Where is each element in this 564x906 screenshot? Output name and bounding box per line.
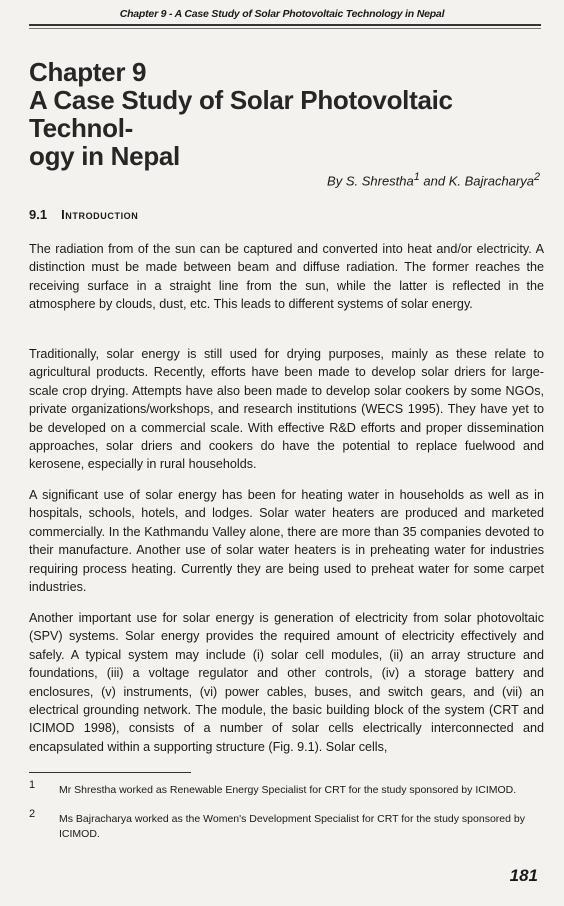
page-number: 181 — [509, 866, 538, 885]
footnote-ref-1: 1 — [413, 171, 420, 183]
author-byline — [327, 171, 540, 188]
header-rule — [29, 24, 541, 26]
chapter-title-line1: A Case Study of Solar Photovoltaic Technol- — [29, 85, 453, 143]
chapter-title — [29, 58, 549, 170]
author-1: By S. Shrestha — [327, 173, 414, 189]
body-paragraph: Traditionally, solar energy is still used for drying purposes, mainly as these relate to agricultural products. Recently, efforts have been made to develop solar driers for large-scale crop drying. Attempts have also been made to develop solar cookers by some NGOs, private organizations/workshops, and research institutions (WECS 1995). They have yet to be developed on a commercial scale. With effective R&D efforts and proper dissemination approaches, solar driers and cookers do have the potential to replace fuelwood and kerosene, especially in rural households. — [29, 347, 544, 472]
body-paragraph: Another important use for solar energy is generation of electricity from solar photovoltaic (SPV) systems. Solar energy provides the required amount of electricity effectively and safely. A typical system may include (i) solar cell modules, (ii) an array structure and foundations, (iii) a voltage regulator and other controls, (iv) a storage battery and enclosures, (v) instruments, (vi) power cables, buses, and switch gears, and (vii) an electrical grounding network. The module, the basic building block of the system (CRT and ICIMOD 1998), consists of a number of solar cells electrically interconnected and encapsulated within a supporting structure (Fig. 9.1). Solar cells, — [29, 611, 544, 754]
header-rule-thin — [29, 28, 541, 29]
section-heading — [29, 207, 138, 222]
footnote — [29, 808, 539, 842]
section-title: Introduction — [61, 207, 139, 222]
body-paragraph: The radiation from of the sun can be captured and converted into heat and/or electricity. A distinction must be made between beam and diffuse radiation. The former reaches the receiving surface in a straight line from the sun, while the latter is reflected in the atmosphere by clouds, dust, etc. This leads to different systems of solar energy. — [29, 242, 544, 312]
footnote-text: Mr Shrestha worked as Renewable Energy Specialist for CRT for the study sponsored by ICIMOD. — [59, 784, 517, 796]
body-paragraph: A significant use of solar energy has been for heating water in households as well as in hospitals, schools, hotels, and lodges. Solar water heaters are produced and marketed commercially. In the Kathmandu Valley alone, there are more than 35 companies devoted to their manufacture. Another use of solar water heaters is in preheating water for industries requiring process heating. Currently they are being used to preheat water for some carpet industries. — [29, 488, 544, 595]
section-number: 9.1 — [29, 207, 48, 222]
author-2: and K. Bajracharya — [419, 173, 534, 189]
footnote-ref-2: 2 — [533, 171, 540, 183]
running-header: Chapter 9 - A Case Study of Solar Photovoltaic Technology in Nepal — [119, 8, 445, 20]
chapter-title-line2: ogy in Nepal — [29, 141, 180, 171]
chapter-number: Chapter 9 — [29, 57, 147, 87]
footnote-mark: 1 — [29, 779, 36, 791]
footnote-mark: 2 — [29, 808, 36, 820]
footnote — [29, 779, 539, 798]
footnote-text: Ms Bajracharya worked as the Women's Development Specialist for CRT for the study sponsored by ICIMOD. — [59, 813, 525, 840]
footnote-rule — [29, 772, 191, 773]
